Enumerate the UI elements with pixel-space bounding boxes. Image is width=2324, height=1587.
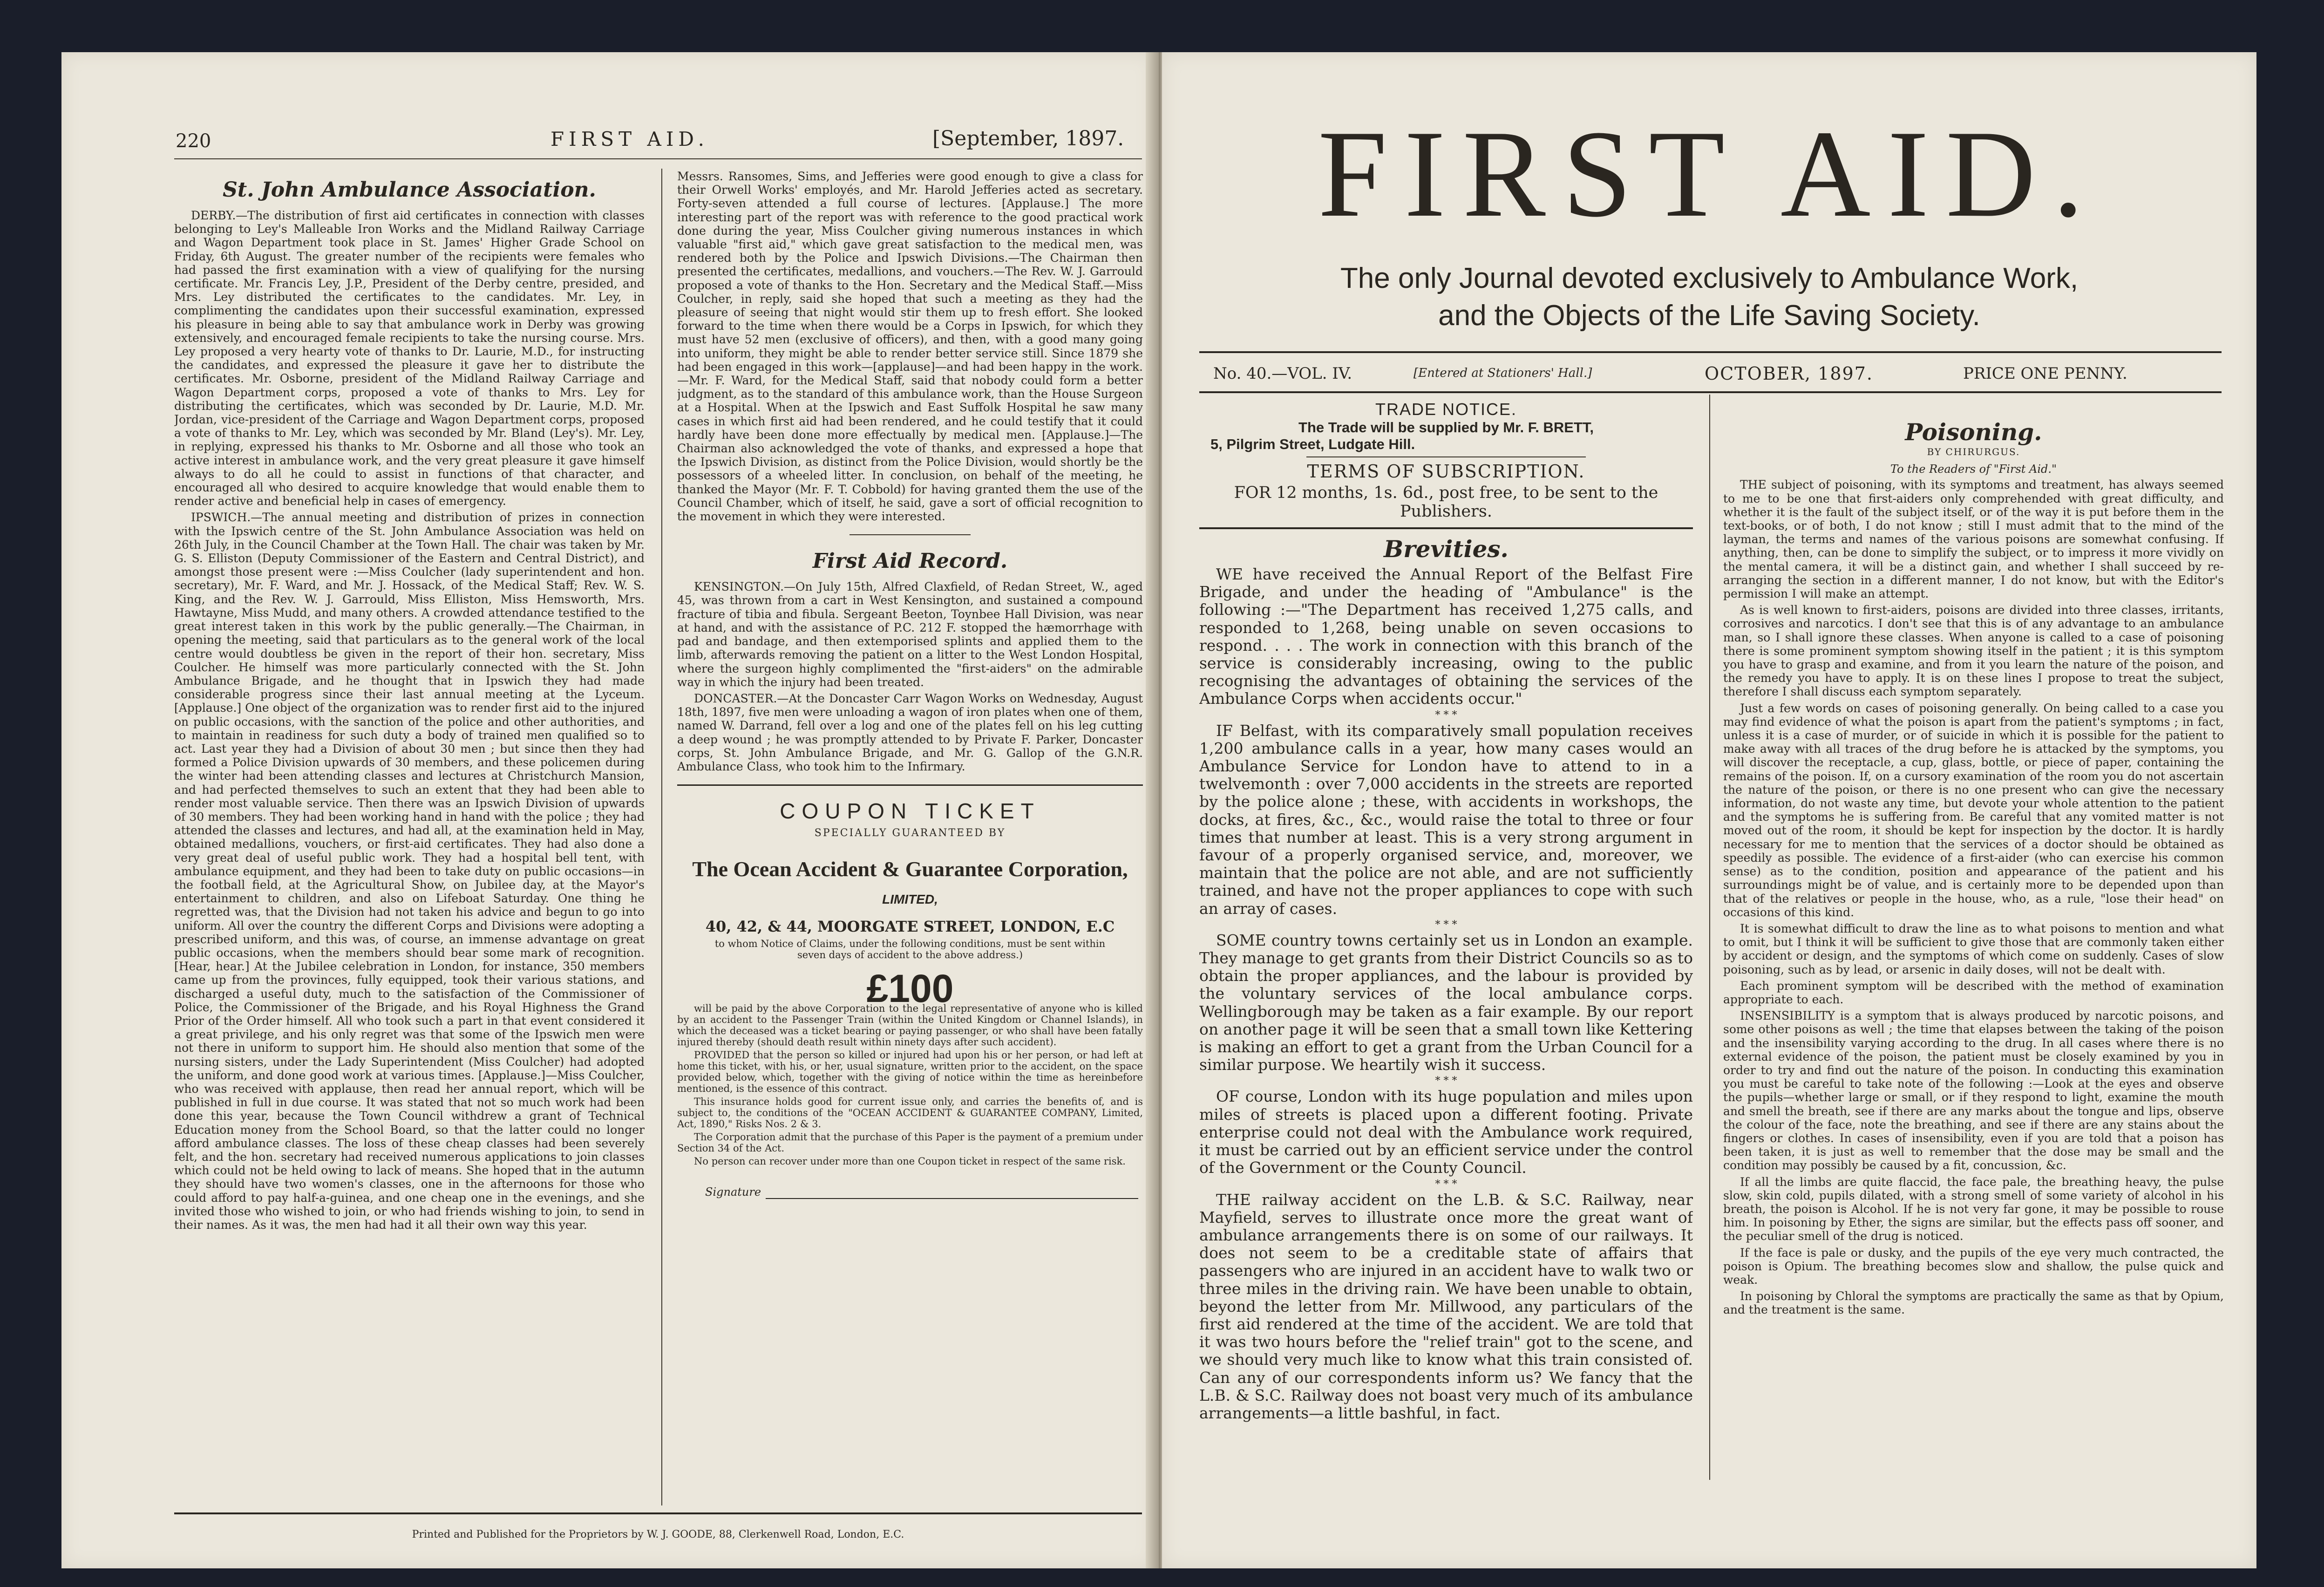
coupon-amount: £100 (866, 966, 954, 1010)
coupon-limited: LIMITED, (882, 892, 938, 906)
sja-paragraph-derby: DERBY.—The distribution of first aid certificates in connection with classes belonging to Ley's Malleable Iron Works and the Midland Railway Carriage and Wagon Department took place in St. James' Higher Grade School on Friday, 6th August. The greater number of the recipients were females who had passed the first examination with a view of qualifying for the nursing certificate. Mr. Francis Ley, J.P., President of the Derby centre, presided, and Mrs. Ley distributed the certificates to the candidates. Mr. Ley, in complimenting the candidates upon their successful examination, expressed his pleasure in being able to say that ambulance work in Derby was growing extensively, and encouraged female recipients to take the nursing course. Mrs. Ley proposed a very hearty vote of thanks to Dr. Laurie, M.D., for instructing the candidates, and expressed the pleasure it gave her to distribute the certificates. Mr. Osborne, president of the Midland Railway Carriage and Wagon Department corps, proposed a vote of thanks to Mrs. Ley for distributing the certificates, which was seconded by Dr. Laurie, M.D. Mr. Jordan, vice-president of the Carriage and Wagon Department corps, proposed a vote of thanks to Mr. Ley, which was seconded by Mr. Bland (Ley's). Mr. Ley, in replying, expressed his thanks to Mr. Osborne and all those who took an active interest in ambulance work, and the very great pleasure it gave himself always to do all he could to assist in functions of that character, and encouraged all who desired to acquire knowledge that would enable them to render active and beneficial help in cases of emergency. (174, 209, 645, 508)
trade-notice-line-1: The Trade will be supplied by Mr. F. BRETT, (1298, 419, 1594, 436)
coupon-subtitle: SPECIALLY GUARANTEED BY (814, 827, 1006, 839)
coupon-term: No person can recover under more than one Coupon ticket in respect of the same risk. (694, 1156, 1126, 1167)
record-heading: First Aid Record. (812, 549, 1008, 573)
tagline-line-2: and the Objects of the Life Saving Society. (1438, 300, 1980, 332)
coupon-term: PROVIDED that the person so killed or injured had upon his or her person, or had left at home this ticket, with his, or her, usual signature, written prior to the accident, on the space provided below, which, together with the giving of notice within the time as hereinbefore mentioned, is the essence of this contract. (677, 1049, 1143, 1095)
poisoning-paragraph: INSENSIBILITY is a symptom that is always produced by narcotic poisons, and some other poisons as well ; the time that elapses between the taking of the poison and the insensibility varying according to the drug. In all cases where there is no external evidence of the poison, the patient must be closely examined by you in order to try and find out the nature of the poison. In conducting this examination you must be careful to take note of the following :—Look at the eyes and observe the pupils—whether large or small, or if they respond to light, examine the mouth and smell the breath, see if there are any marks about the tongue and lips, observe the colour of the face, note the breathing, and see if there are any stains about the fingers or clothes. In cases of insensibility, even if you are told that a poison has been taken, it is just as well to remember that the dose may be small and the condition may possibly be caused by a fit, concussion, &c. (1723, 1009, 2224, 1172)
column-2 (677, 170, 1143, 1506)
poisoning-paragraph: Just a few words on cases of poisoning generally. On being called to a case you may find evidence of what the poison is apart from the patient's symptoms ; in fact, unless it is a case of murder, or of suicide in which it is possible for the patient to make away with all traces of the drug before he is attacked by the symptoms, you will discover the receptacle, a cup, glass, bottle, or piece of paper, containing the remains of the poison. If, on a cursory examination of the room you do not ascertain the nature of the poison, or there is no one present who can give the necessary information, do not waste any time, but devote your whole attention to the patient and the symptoms he is suffering from. Be careful that any vomited matter is not moved out of the room, it should be kept for inspection by the doctor. It is hardly necessary for me to mention that the services of a doctor should be obtained as speedily as possible. The evidence of a first-aider (who can exercise his common sense) as to the condition, position and appearance of the patient and his surroundings might be of value, and is certainly more to be depended upon than that of the relatives or people in the house, who, as a rule, "lose their head" on occasions of this kind. (1723, 701, 2224, 919)
masthead: FIRST AID. (1318, 104, 2101, 243)
section-rule (1306, 456, 1586, 457)
poisoning-paragraph: In poisoning by Chloral the symptoms are practically the same as that by Opium, and the treatment is the same. (1723, 1289, 2224, 1317)
poisoning-paragraph: THE subject of poisoning, with its symptoms and treatment, has always seemed to me to be one that first-aiders only comprehended with great difficulty, and whether it is the fault of the subject itself, or of the way it is put before them in the text-books, or of both, I do not know ; still I must admit that to the mind of the layman, the terms and names of the various poisons are somewhat confusing. If anything, then, can be done to simplify the subject, or to impress it more vividly on the mental camera, it will be a distinct gain, and whether I shall succeed by re-arranging the section in a different manner, I do not know, but with the Editor's permission I will make an attempt. (1723, 478, 2224, 601)
brevity-paragraph: SOME country towns certainly set us in London an example. They manage to get grants from their District Councils so as to obtain the proper appliances, and the labour is provided by the voluntary services of the local ambulance corps. Wellingborough may be taken as a fair example. By our report on another page it will be seen that a small town like Kettering is making an effort to get a grant from the Urban Council for a similar purpose. We heartily wish it success. (1199, 931, 1693, 1074)
page-number: 220 (176, 130, 211, 152)
brevity-paragraph: OF course, London with its huge population and miles upon miles of streets is placed upon a different footing. Private enterprise could not deal with the Ambulance work required, it must be carried out by an efficient service under the control of the Government or the County Council. (1199, 1087, 1693, 1177)
right-column-2 (1723, 405, 2224, 1486)
brevity-paragraph: THE railway accident on the L.B. & S.C. Railway, near Mayfield, serves to illustrate once more the great want of ambulance arrangements there is on some of our railways. It does not seem to be a creditable state of affairs that passengers who are injured in an accident have to walk two or three miles in the driving rain. We have been unable to obtain, beyond the letter from Mr. Millwood, any particulars of the first aid rendered at the time of the accident. We are told that it was two hours before the "relief train" got to the scene, and we should very much like to know what this train consisted of. Can any of our correspondents inform us? We fancy that the L.B. & S.C. Railway does not boast very much of its ambulance arrangements—a little bashful, in fact. (1199, 1190, 1693, 1422)
poisoning-heading: Poisoning. (1905, 418, 2042, 446)
trade-notice-line-2: 5, Pilgrim Street, Ludgate Hill. (1210, 436, 1415, 452)
section-rule (1199, 527, 1693, 529)
subscription-title: TERMS OF SUBSCRIPTION. (1307, 461, 1585, 482)
coupon-term: The Corporation admit that the purchase of this Paper is the payment of a premium under Section 34 of the Act. (677, 1131, 1143, 1154)
column-1 (174, 169, 645, 1554)
signature-line[interactable] (677, 1185, 1143, 1199)
coupon-title: COUPON TICKET (780, 799, 1040, 824)
brevities-heading: Brevities. (1384, 535, 1509, 563)
entered-notice: [Entered at Stationers' Hall.] (1413, 366, 1592, 380)
poisoning-paragraph: As is well known to first-aiders, poisons are divided into three classes, irritants, corrosives and narcotics. I don't see that this is of any advantage to an ambulance man, so I shall ignore these classes. When anyone is called to a case of poisoning there is some prominent symptom showing itself in the patient ; it is this symptom you have to grasp and examine, and from it you learn the nature of the poison, and the remedy you have to apply. It is on these lines I propose to treat the subject, therefore I shall discuss each symptom separately. (1723, 603, 2224, 699)
brevity-paragraph: IF Belfast, with its comparatively small population receives 1,200 ambulance calls in a year, how many cases would an Ambulance Service for London have to attend to in a twelvemonth : over 7,000 accidents in the streets are reported by the police alone ; these, with accidents in workshops, the docks, at fires, &c., &c., would raise the total to three or four times that number at least. This is a very strong argument in favour of a properly organised service, and, moreover, we maintain that the police are not able, and are not sufficiently trained, and have not the proper appliances to cope with such an array of cases. (1199, 721, 1693, 918)
left-page (61, 52, 1154, 1568)
running-title: FIRST AID. (550, 128, 709, 150)
imprint-footer: Printed and Published for the Proprietors by W. J. GOODE, 88, Clerkenwell Road, London, E.C. (412, 1529, 904, 1540)
right-page (1162, 52, 2256, 1568)
subscription-text: FOR 12 months, 1s. 6d., post free, to be sent to the Publishers. (1234, 484, 1658, 521)
record-doncaster: DONCASTER.—At the Doncaster Carr Wagon Works on Wednesday, August 18th, 1897, five men were unloading a wagon of iron plates when one of them, named W. Darrand, fell over a log and one of the plates fell on his leg cutting a deep wound ; he was promptly attended to by Private F. Parker, Doncaster corps, St. John Ambulance Brigade, and Mr. G. Gallop of the G.N.R. Ambulance Class, who took him to the Infirmary. (677, 691, 1143, 773)
signature-field[interactable] (766, 1188, 1138, 1199)
poisoning-paragraph: Each prominent symptom will be described with the method of examination appropriate to each. (1723, 979, 2224, 1006)
issue-number: No. 40.—VOL. IV. (1213, 364, 1352, 383)
section-rule (849, 534, 971, 535)
sja-paragraph-ipswich: IPSWICH.—The annual meeting and distribution of prizes in connection with the Ipswich centre of the St. John Ambulance Association was held on 26th July, in the Council Chamber at the Town Hall. The chair was taken by Mr. G. S. Elliston (Deputy Commissioner of the Eastern and Central District), and amongst those present were :—Miss Coulcher (lady superintendent and hon. secretary), Mr. F. Ward, and Mr. J. Hossack, of the Medical Staff; Rev. W. S. King, and the Rev. W. J. Garrould, Miss Elliston, Miss Hemsworth, Mrs. Hawtayne, Miss Mudd, and many others. A crowded attendance testified to the great interest taken in this work by the public generally.—The Chairman, in opening the meeting, said that particulars as to the general work of the local centre would doubtless be given in the report of their hon. secretary, Miss Coulcher. He himself was more particularly connected with the St. John Ambulance Brigade, and he thought that in Ipswich they had made considerable progress since their last annual meeting at the Lyceum. [Applause.] One object of the organization was to render first aid to the injured on public occasions, with the sanction of the police and other authorities, and to maintain in readiness for such duty a body of trained men qualified so to act. Last year they had a Division of about 30 men ; but since then they had formed a Police Division upwards of 30 members, and these policemen during the winter had been attending classes and lectures at Christchurch Mansion, and had perfected themselves to such an extent that they had been able to render most valuable service. Then there was an Ipswich Division of upwards of 30 members. They had been working hand in hand with the police ; they had attended the classes and lectures, and had all, at the examination held in May, obtained medallions, vouchers, or first-aid certificates. They had also done a very great deal of useful public work. They had a hospital bell tent, with ambulance equipment, and they had been to take duty on public occasions—in the football field, at the Agricultural Show, on Jubilee day, at the Mayor's entertainment to children, and also on Lifeboat Saturday. One thing he regretted was, that the Division had not taken his advice and begun to go into uniform. All over the country the different Corps and Divisions were adopting a prescribed uniform, and this was, of course, an immense advantage on great public occasions, when the members should bear some mark of recognition. [Hear, hear.] At the Jubilee celebration in London, for instance, 350 members came up from the provinces, fully equipped, took their various stations, and discharged a useful duty, much to the satisfaction of the Commissioner of Police, the Commissioner of the Brigade, and his Royal Highness the Grand Prior of the Order himself. All who took such a part in that event considered it a great privilege, and his only regret was that some of the Ipswich men were not there in uniform to support him. He should also mention that some of the nursing sisters, under the Lady Superintendent (Miss Coulcher) had adopted the uniform, and done good work at various times. [Applause.]—Miss Coulcher, who was received with applause, then read her annual report, which will be published in full in due course. It was stated that not so much work had been done this year, because the Town Council withdrew a grant of Technical Education money from the School Board, so that the latter could no longer afford ambulance classes. The loss of these cheap classes had been severely felt, and the hon. secretary had received numerous applications to join classes which could not be held owing to lack of means. She hoped that in the autumn they should have two women's classes, one in the afternoons for those who could afford to pay half-a-guinea, and one cheap one in the evenings, and she invited those who wished to join, or who had friends wishing to join, to send in their names. As it was, the men had had it all their own way this year. (174, 511, 645, 1232)
coupon-address: 40, 42, & 44, MOORGATE STREET, LONDON, E.C (705, 917, 1115, 935)
poisoning-byline: BY CHIRURGUS. (1927, 446, 2020, 457)
coupon-company: The Ocean Accident & Guarantee Corporation, (692, 857, 1128, 881)
poisoning-paragraph: It is somewhat difficult to draw the line as to what poisons to mention and what to omit, but I think it will be sufficient to give those that are commonly taken either by accident or design, and the symptoms of which come on suddenly. Cases of slow poisoning, such as by lead, or arsenic in daily doses, will not be dealt with. (1723, 921, 2224, 976)
record-kensington: KENSINGTON.—On July 15th, Alfred Claxfield, of Redan Street, W., aged 45, was thrown from a cart in West Kensington, and sustained a compound fracture of tibia and fibula. Sergeant Beeton, Toynbee Hall Division, was near at hand, and with the assistance of P.C. 212 F. stopped the hæmorrhage with pad and bandage, and then extemporised splints and applied them to the limb, afterwards removing the patient on a litter to the West London Hospital, where the surgeon highly complimented the "first-aiders" on the admirable way in which the injury had been treated. (677, 580, 1143, 689)
stars-separator: * * * (1435, 1178, 1457, 1190)
right-column-1 (1199, 397, 1693, 1487)
issue-date: OCTOBER, 1897. (1705, 363, 1873, 384)
coupon-notice: to whom Notice of Claims, under the following conditions, must be sent within seven days of accident to the above address.) (714, 938, 1106, 960)
signature-label: Signature (705, 1185, 761, 1199)
trade-notice-title: TRADE NOTICE. (1375, 400, 1517, 419)
ipswich-continued: Messrs. Ransomes, Sims, and Jefferies were good enough to give a class for their Orwell Works' employés, and Mr. Harold Jefferies acted as secretary. Forty-seven attended a full course of lectures. [Applause.] The more interesting part of the report was with reference to the good practical work done during the year, Miss Coulcher giving numerous instances in which valuable "first aid," which gave great satisfaction to the medical men, was rendered both by the Police and Ipswich Divisions.—The Chairman then presented the certificates, medallions, and vouchers.—The Rev. W. J. Garrould proposed a vote of thanks to the Hon. Secretary and the Medical Staff.—Miss Coulcher, in reply, said she hoped that such a meeting as they had the pleasure of seeing that night would stir them up to fresh effort. She looked forward to the time when there would be a Corps in Ipswich, for which they must have 52 men (exclusive of officers), and then, with a good many going into uniform, they might be able to render better service still. Since 1879 she had been engaged in this work—[applause]—and had been happy in the work.—Mr. F. Ward, for the Medical Staff, said that nobody could form a better judgment, as to the standard of this ambulance work, than the House Surgeon at a Hospital. When at the Ipswich and East Suffolk Hospital he saw many cases in which first aid had been rendered, and he could testify that it could hardly have been done more effectually by medical men. [Applause.]—The Chairman also acknowledged the vote of thanks, and expressed a hope that the Ipswich Division, as distinct from the Police Division, would shortly be the possessors of a wheeled litter. In conclusion, on behalf of the meeting, he thanked the Mayor (Mr. F. T. Cobbold) for having granted them the use of the Council Chamber, which of itself, he said, gave a sort of official recognition to the movement in which they were interested. (677, 170, 1143, 524)
stars-separator: * * * (1435, 919, 1457, 931)
coupon-term: This insurance holds good for current issue only, and carries the benefits of, and is subject to, the conditions of the "OCEAN ACCIDENT & GUARANTEE COMPANY, Limited, Act, 1890," Risks Nos. 2 & 3. (677, 1096, 1143, 1130)
poisoning-address: To the Readers of "First Aid." (1890, 463, 2057, 476)
coupon-terms (677, 1003, 1143, 1167)
coupon-top-rule (677, 784, 1143, 786)
brevity-paragraph: WE have received the Annual Report of the Belfast Fire Brigade, and under the heading of "Ambulance" is the following :—"The Department has received 1,275 calls, and responded to 1,268, being unable on seven occasions to respond. . . . The work in connection with this branch of the service is considerably increasing, owing to the public recognising the advantages of obtaining the services of the Ambulance Corps when accidents occur." (1199, 565, 1693, 708)
sja-heading: St. John Ambulance Association. (223, 178, 596, 202)
tagline-line-1: The only Journal devoted exclusively to Ambulance Work, (1340, 262, 2079, 294)
price: PRICE ONE PENNY. (1963, 364, 2127, 383)
poisoning-paragraph: If all the limbs are quite flaccid, the face pale, the breathing heavy, the pulse slow, skin cold, pupils dilated, with a strong smell of some variety of alcohol in his breath, the poison is Alcohol. If he is not very far gone, it may be possible to rouse him. In poisoning by Ether, the signs are similar, but the effects pass off sooner, and the peculiar smell of the drug is noticed. (1723, 1175, 2224, 1243)
stars-separator: * * * (1435, 1075, 1457, 1087)
coupon-term: will be paid by the above Corporation to the legal representative of anyone who is killed by an accident to the Passenger Train (within the United Kingdom or Channel Islands), in which the deceased was a ticket bearing or paying passenger, or who shall have been fatally injured thereby (should death result within ninety days after such accident). (677, 1003, 1143, 1048)
running-date: [September, 1897. (932, 127, 1124, 150)
poisoning-paragraph: If the face is pale or dusky, and the pupils of the eye very much contracted, the poison is Opium. The breathing becomes slow and shallow, the pulse quick and weak. (1723, 1246, 2224, 1287)
stars-separator: * * * (1435, 709, 1457, 721)
